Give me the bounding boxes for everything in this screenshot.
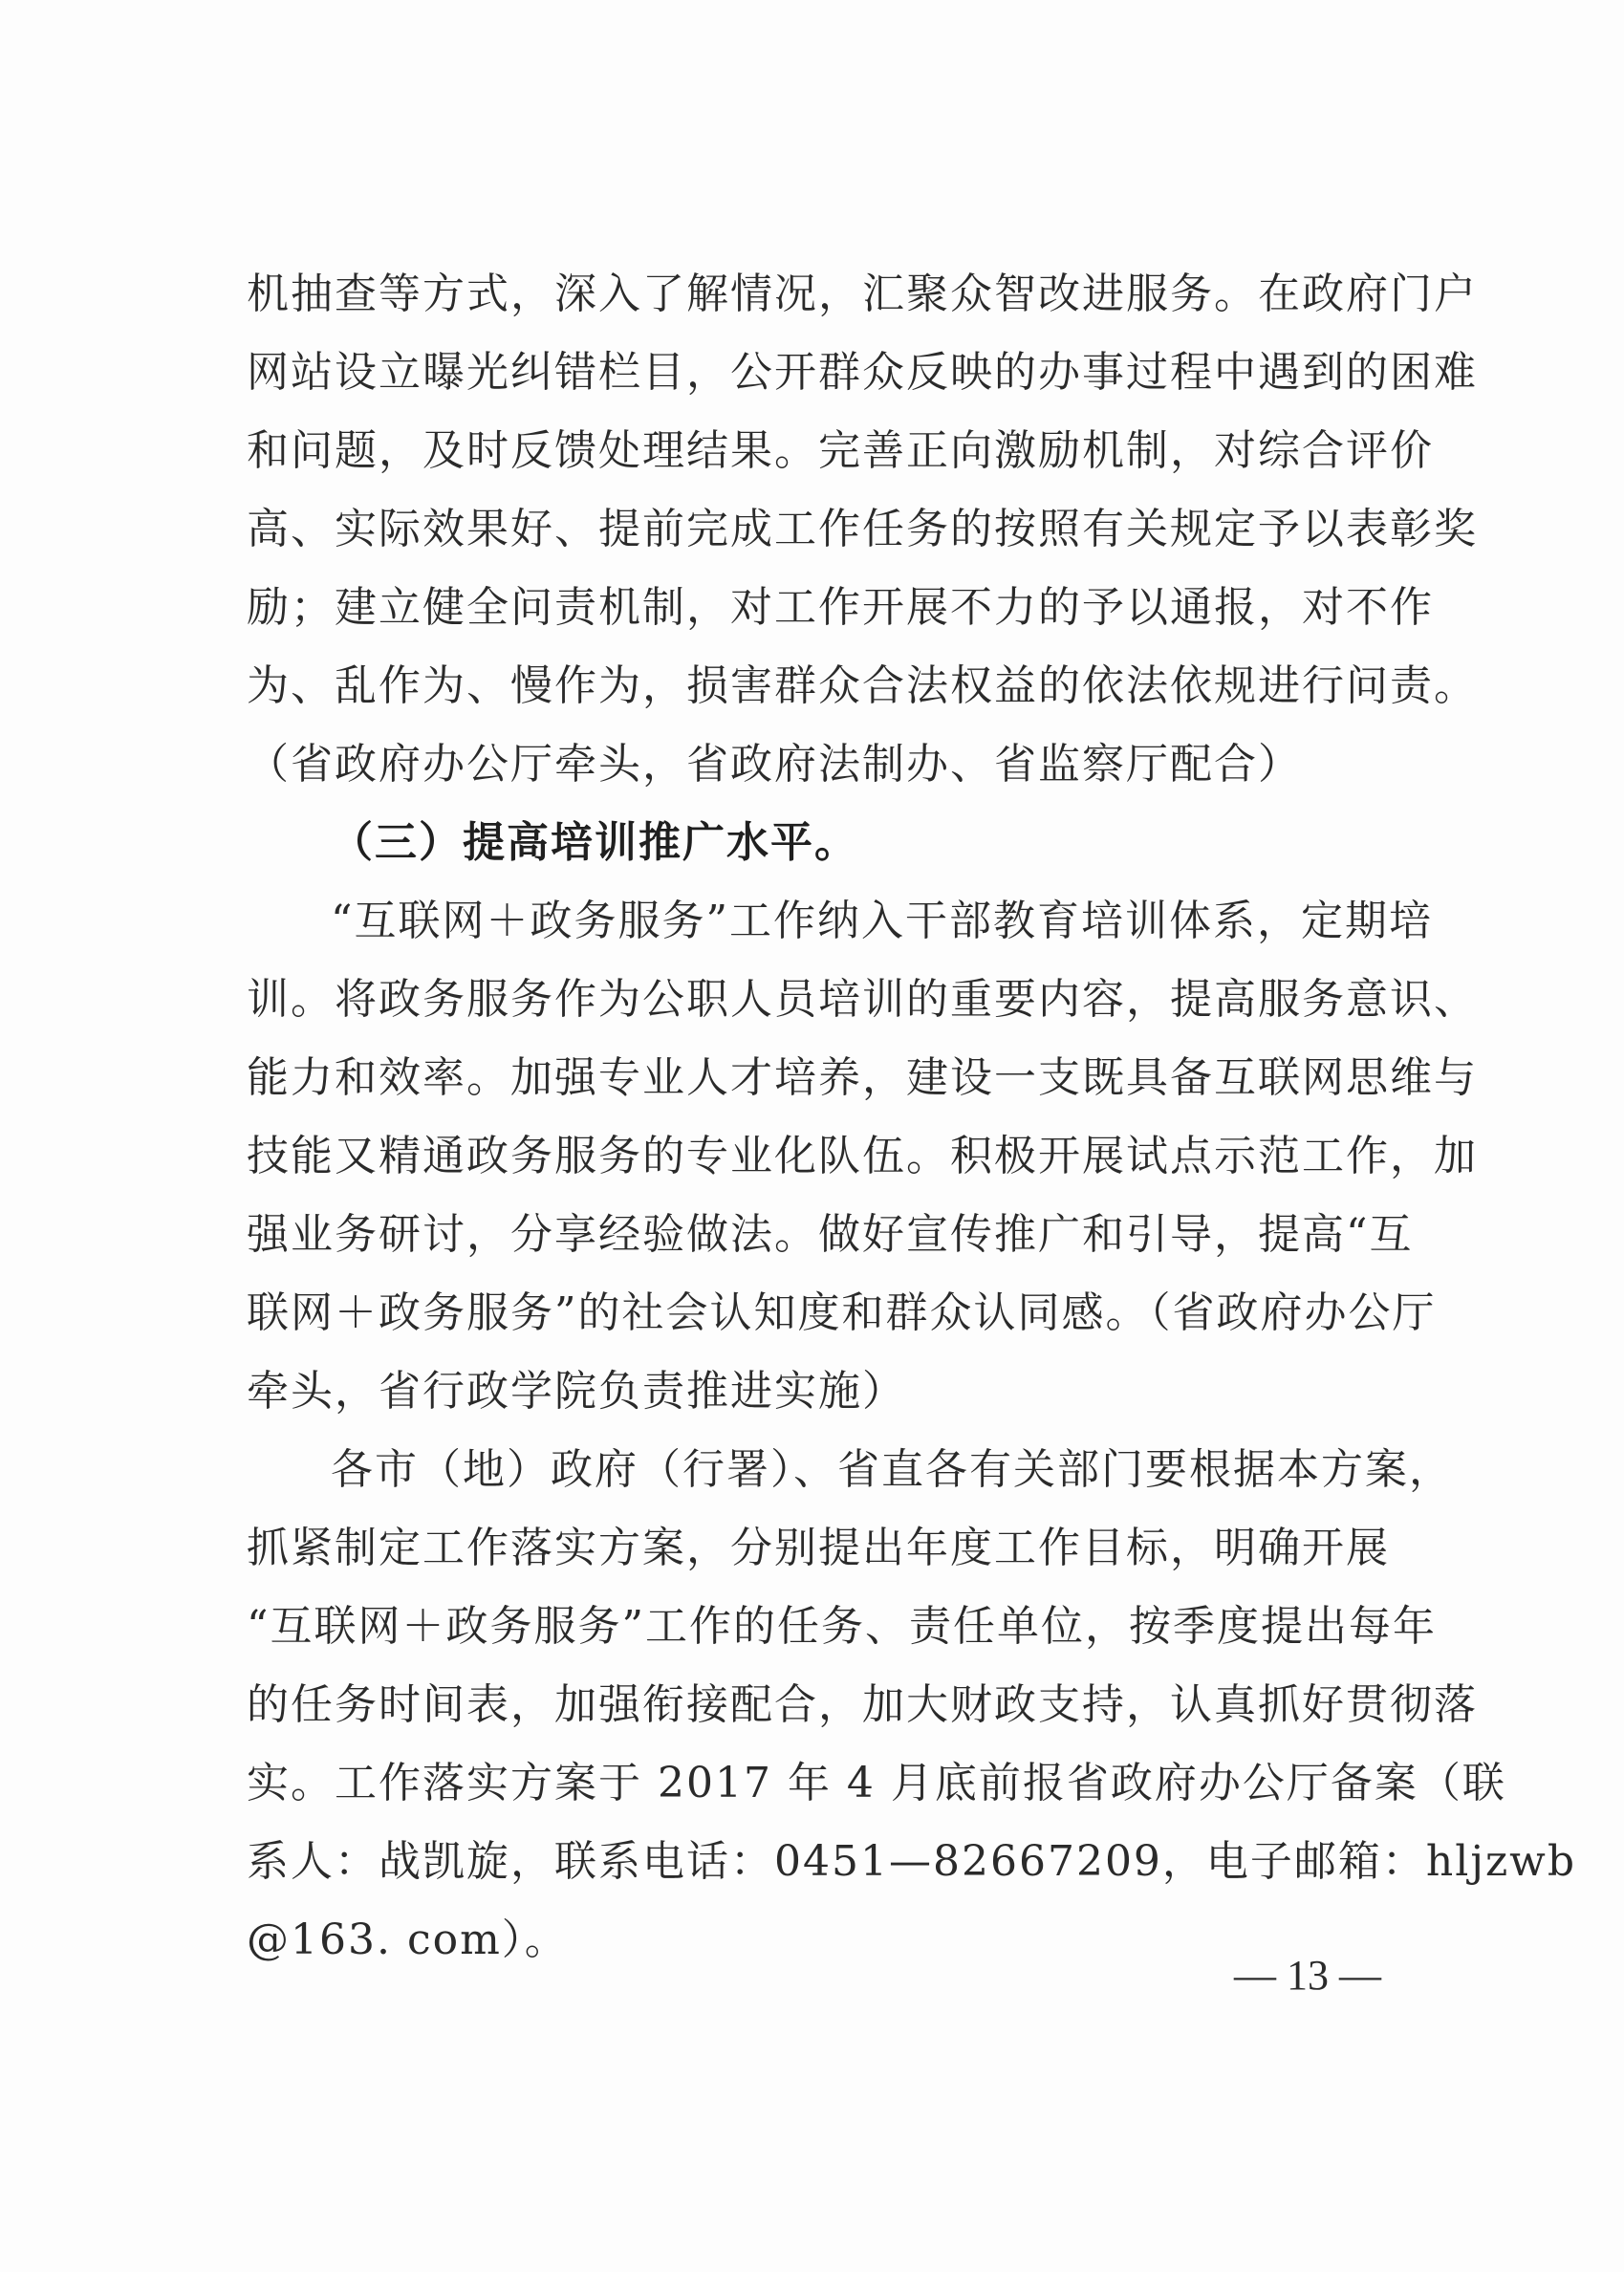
section-heading: （三）提高培训推广水平。 — [331, 818, 858, 867]
paragraph-line: 的任务时间表，加强衔接配合，加大财政支持，认真抓好贯彻落 — [247, 1680, 1478, 1729]
paragraph-line: 强业务研讨，分享经验做法。做好宣传推广和引导，提高“互 — [247, 1210, 1414, 1259]
paragraph-line: @163. com）。 — [247, 1915, 569, 1964]
paragraph-line: 各市（地）政府（行署）、省直各有关部门要根据本方案， — [331, 1445, 1453, 1494]
paragraph-line: 励；建立健全问责机制，对工作开展不力的予以通报，对不作 — [247, 583, 1434, 632]
page-number: — 13 — — [1234, 1952, 1381, 1999]
paragraph-line: 技能又精通政务服务的专业化队伍。积极开展试点示范工作，加 — [247, 1132, 1478, 1180]
paragraph-line: 和问题，及时反馈处理结果。完善正向激励机制，对综合评价 — [247, 426, 1434, 475]
paragraph-line: “互联网＋政务服务”工作的任务、责任单位，按季度提出每年 — [247, 1602, 1437, 1651]
paragraph-line: 高、实际效果好、提前完成工作任务的按照有关规定予以表彰奖 — [247, 505, 1478, 553]
paragraph-line: 联网＋政务服务”的社会认知度和群众认同感。（省政府办公厅 — [247, 1288, 1437, 1337]
paragraph-line: 网站设立曝光纠错栏目，公开群众反映的办事过程中遇到的困难 — [247, 348, 1478, 397]
paragraph-line: 为、乱作为、慢作为，损害群众合法权益的依法依规进行问责。 — [247, 661, 1478, 710]
paragraph-line: 系人：战凯旋，联系电话：0451—82667209，电子邮箱：hljzwb — [247, 1837, 1576, 1886]
paragraph-line: “互联网＋政务服务”工作纳入干部教育培训体系，定期培 — [331, 897, 1433, 945]
paragraph-line: 实。工作落实方案于 2017 年 4 月底前报省政府办公厅备案（联 — [247, 1759, 1506, 1807]
paragraph-line: 机抽查等方式，深入了解情况，汇聚众智改进服务。在政府门户 — [247, 270, 1478, 318]
paragraph-line: 能力和效率。加强专业人才培养，建设一支既具备互联网思维与 — [247, 1053, 1478, 1102]
paragraph-line: 训。将政务服务作为公职人员培训的重要内容，提高服务意识、 — [247, 975, 1478, 1024]
paragraph-line: 抓紧制定工作落实方案，分别提出年度工作目标，明确开展 — [247, 1524, 1390, 1572]
paragraph-line: 牵头，省行政学院负责推进实施） — [247, 1367, 906, 1416]
paragraph-line: （省政府办公厅牵头，省政府法制办、省监察厅配合） — [247, 740, 1302, 789]
